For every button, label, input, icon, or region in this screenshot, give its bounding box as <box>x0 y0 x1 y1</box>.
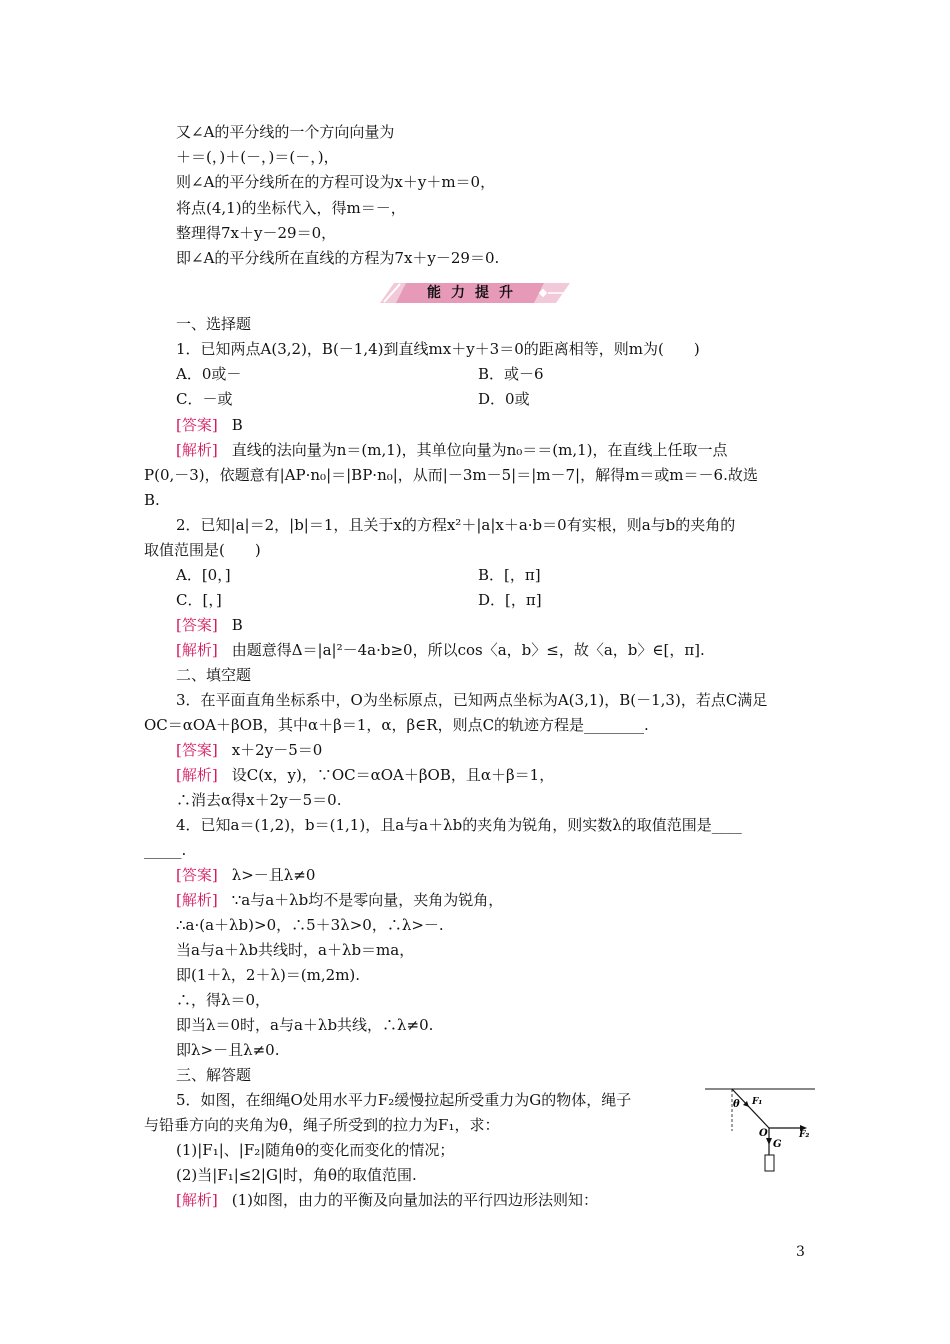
explanation-text: 即(1＋λ，2＋λ)＝(m,2m). <box>176 966 361 984</box>
question-stem: 取值范围是( ) <box>144 541 261 559</box>
text-line: 整理得7x＋y－29＝0， <box>176 224 337 242</box>
option-d: D．[，π] <box>478 591 542 609</box>
explanation-line <box>176 1190 598 1210</box>
answer-line <box>176 415 243 435</box>
explanation-line <box>176 640 705 660</box>
text-line: 又∠A的平分线的一个方向向量为 <box>176 123 395 141</box>
section-heading: 一、选择题 <box>176 315 252 333</box>
answer-value: B <box>231 416 243 434</box>
question-part: (1)|F₁|、|F₂|随角θ的变化而变化的情况； <box>176 1141 455 1159</box>
g-label: G <box>773 1139 782 1150</box>
option-d: D．0或 <box>478 390 530 408</box>
text-line: ＋＝(，)＋(－，)＝(－，)， <box>176 148 339 166</box>
explanation-text: 直线的法向量为n＝(m,1)，其单位向量为n₀＝＝(m,1)，在直线上任取一点 <box>231 441 728 459</box>
section-heading: 三、解答题 <box>176 1066 252 1084</box>
explanation-line <box>176 890 503 910</box>
answer-line <box>176 615 243 635</box>
answer-line <box>176 865 315 885</box>
question-stem: 1．已知两点A(3,2)，B(－1,4)到直线mx＋y＋3＝0的距离相等，则m为( ) <box>176 340 700 358</box>
answer-value: x＋2y－5＝0 <box>231 741 323 759</box>
theta-label: θ <box>733 1099 740 1110</box>
f2-label: F₂ <box>799 1130 810 1140</box>
question-part: (2)当|F₁|≤2|G|时，角θ的取值范围. <box>176 1166 417 1184</box>
explanation-text: ∴，得λ＝0， <box>176 991 271 1009</box>
explanation-text: 即当λ＝0时，a与a＋λb共线，∴λ≠0. <box>176 1016 434 1034</box>
question-stem: 3．在平面直角坐标系中，O为坐标原点，已知两点坐标为A(3,1)，B(－1,3)，若点C满足 <box>176 691 768 709</box>
text-line: 将点(4,1)的坐标代入，得m＝－， <box>176 199 406 217</box>
explanation-text: ∴消去α得x＋2y－5＝0. <box>176 791 342 809</box>
explanation-tag: [解析] <box>176 891 218 909</box>
question-stem: _____. <box>144 841 187 859</box>
explanation-text: 由题意得Δ＝|a|²－4a·b≥0，所以cos〈a，b〉≤，故〈a，b〉∈[，π]. <box>231 641 705 659</box>
option-b: B．或－6 <box>478 365 544 383</box>
o-label: O <box>759 1128 768 1139</box>
explanation-text: 即λ>－且λ≠0. <box>176 1041 280 1059</box>
explanation-tag: [解析] <box>176 1191 218 1209</box>
banner-title: 能力提升 <box>427 285 523 301</box>
explanation-line <box>176 440 728 460</box>
explanation-text: 当a与a＋λb共线时，a＋λb＝ma， <box>176 941 415 959</box>
answer-value: B <box>231 616 243 634</box>
question-stem: 5．如图，在细绳O处用水平力F₂缓慢拉起所受重力为G的物体，绳子 <box>176 1091 632 1109</box>
page-number: 3 <box>796 1244 805 1260</box>
text-line: 即∠A的平分线所在直线的方程为7x＋y－29＝0. <box>176 249 500 267</box>
answer-tag: [答案] <box>176 866 218 884</box>
explanation-tag: [解析] <box>176 766 218 784</box>
option-c: C．[，] <box>176 591 222 609</box>
section-banner <box>380 282 570 304</box>
answer-tag: [答案] <box>176 416 218 434</box>
explanation-text: (1)如图，由力的平衡及向量加法的平行四边形法则知： <box>231 1191 598 1209</box>
explanation-tag: [解析] <box>176 641 218 659</box>
explanation-text: ∵a与a＋λb均不是零向量，夹角为锐角， <box>231 891 504 909</box>
force-diagram <box>705 1085 817 1180</box>
question-stem: 与铅垂方向的夹角为θ，绳子所受到的拉力为F₁，求： <box>144 1116 500 1134</box>
explanation-text: B. <box>144 491 160 509</box>
answer-tag: [答案] <box>176 616 218 634</box>
explanation-text: ∴a·(a＋λb)>0，∴5＋3λ>0，∴λ>－. <box>176 916 444 934</box>
option-a: A．0或－ <box>176 365 242 383</box>
answer-line <box>176 740 322 760</box>
text-line: 则∠A的平分线所在的方程可设为x＋y＋m＝0， <box>176 173 496 191</box>
explanation-text: 设C(x，y)，∵OC＝αOA＋βOB，且α＋β＝1， <box>231 766 555 784</box>
explanation-tag: [解析] <box>176 441 218 459</box>
explanation-line <box>176 765 554 785</box>
f1-label: F₁ <box>752 1097 763 1107</box>
option-c: C．－或 <box>176 390 233 408</box>
explanation-text: P(0,－3)，依题意有|AP·n₀|＝|BP·n₀|，从而|－3m－5|＝|m－7|，解得m＝或m＝－6.故选 <box>144 466 758 484</box>
option-a: A．[0，] <box>176 566 231 584</box>
question-stem: OC＝αOA＋βOB，其中α＋β＝1，α，β∈R，则点C的轨迹方程是________. <box>144 716 649 734</box>
question-stem: 2．已知|a|＝2，|b|＝1，且关于x的方程x²＋|a|x＋a·b＝0有实根，则a与b的夹角的 <box>176 516 736 534</box>
option-b: B．[，π] <box>478 566 541 584</box>
answer-tag: [答案] <box>176 741 218 759</box>
question-stem: 4．已知a＝(1,2)，b＝(1,1)，且a与a＋λb的夹角为锐角，则实数λ的取值范围是____ <box>176 816 742 834</box>
answer-value: λ>－且λ≠0 <box>231 866 316 884</box>
section-heading: 二、填空题 <box>176 666 252 684</box>
